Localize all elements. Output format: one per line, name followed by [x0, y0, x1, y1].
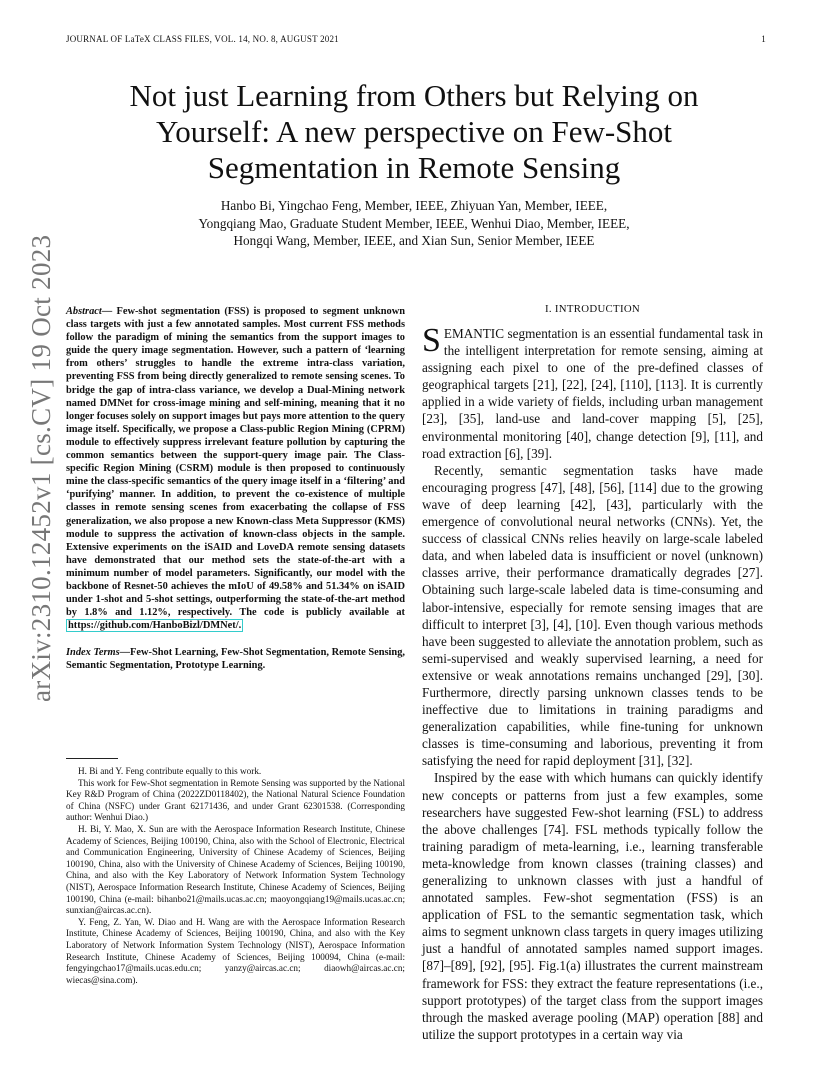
- title-line: Not just Learning from Others but Relying on: [129, 78, 699, 113]
- index-terms-text: Few-Shot Learning, Few-Shot Segmentation, Remote Sensing, Semantic Segmentation, Prototype Learning.: [66, 647, 405, 672]
- author-line: Hongqi Wang, Member, IEEE, and Xian Sun, Senior Member, IEEE: [233, 233, 595, 248]
- right-column: [422, 303, 763, 1043]
- author-list: [100, 197, 728, 250]
- code-link[interactable]: https://github.com/HanboBizl/DMNet/.: [68, 620, 242, 632]
- footnote-divider: [66, 758, 118, 759]
- section-body: [422, 322, 763, 1043]
- drop-cap: S: [422, 322, 441, 359]
- footnote: H. Bi and Y. Feng contribute equally to this work.: [78, 766, 262, 776]
- index-terms: Index Terms—Few-Shot Learning, Few-Shot Segmentation, Remote Sensing, Semantic Segmentation, Prototype Learning.: [66, 647, 405, 672]
- author-line: Yongqiang Mao, Graduate Student Member, IEEE, Wenhui Diao, Member, IEEE,: [198, 215, 630, 231]
- footnote: This work for Few-Shot segmentation in Remote Sensing was supported by the National Key R&D Program of China (2022ZD0118402), the National Natural Science Foundation of China (NSFC) under Grant 62171436, and under Grant 62301538. (Corresponding author: Wenhui Diao.): [66, 777, 405, 823]
- index-terms-label: Index Terms: [66, 647, 120, 659]
- paragraph: Inspired by the ease with which humans can quickly identify new concepts or patterns from just a few examples, some researchers have suggested Few-shot learning (FSL) to address the above challenges [74]. FSL methods typically follow the training paradigm of meta-learning, i.e., learning transferable meta-knowledge from known classes (training classes) and generalizing to unknown classes with just a handful of annotated samples. Few-shot segmentation (FSS) is an application of FSL to the semantic segmentation task, which aims to segment unknown class targets in query images utilizing just a handful of annotated samples named support images. [87]–[89], [92], [95]. Fig.1(a) illustrates the current mainstream framework for FSS: they extract the feature representations (i.e., support prototypes) of the target class from the support images through the masked average pooling (MAP) operation [88] and utilize the support prototypes in a certain way via: [422, 770, 763, 1042]
- page-number: 1: [761, 34, 766, 44]
- journal-name: JOURNAL OF LaTeX CLASS FILES, VOL. 14, NO. 8, AUGUST 2021: [66, 34, 339, 44]
- title-line: Segmentation in Remote Sensing: [207, 150, 621, 185]
- paragraph: [422, 322, 763, 462]
- abstract-label: Abstract: [66, 306, 102, 317]
- footnote: H. Bi, Y. Mao, X. Sun are with the Aerospace Information Research Institute, Chinese Academy of Sciences, Beijing 100190, China, also with the School of Electronic, Electrical and Communication Engineering, University of Chinese Academy of Sciences, Beijing 100190, China, also with the University of Chinese Academy of Sciences, Beijing 100190, China, and also with the Key Laboratory of Network Information System Technology (NIST), Aerospace Information Research Institute, Chinese Academy of Sciences, Beijing 100190, China (e-mail: bihanbo21@mails.ucas.ac.cn; maoyongqiang19@mails.ucas.ac.cn; sunxian@aircas.ac.cn).: [66, 823, 405, 916]
- abstract-text: Few-shot segmentation (FSS) is proposed to segment unknown class targets with just a few annotated samples. Most current FSS methods follow the paradigm of mining the semantics from the support images to guide the query image segmentation. However, such a pattern of ‘learning from others’ struggles to handle the extreme intra-class variation, preventing FSS from being directly generalized to remote sensing scenes. To bridge the gap of intra-class variance, we develop a Dual-Mining network named DMNet for cross-image mining and self-mining, meaning that it no longer focuses solely on support images but pays more attention to the query image itself. Specifically, we propose a Class-public Region Mining (CPRM) module to effectively suppress irrelevant feature pollution by capturing the common semantics between the support-query image pair. The Class-specific Region Mining (CSRM) module is then proposed to continuously mine the class-specific semantics of the query image itself in a ‘filtering’ and ‘purifying’ manner. In addition, to prevent the co-existence of multiple classes in remote sensing scenes from exacerbating the collapse of FSS generalization, we also propose a new Known-class Meta Suppressor (KMS) module to suppress the activation of known-class objects in the sample. Extensive experiments on the iSAID and LoveDA remote sensing datasets have demonstrated that our method sets the state-of-the-art with a minimum number of model parameters. Significantly, our model with the backbone of Resnet-50 achieves the mIoU of 49.58% and 51.34% on iSAID under 1-shot and 5-shot settings, outperforming the state-of-the-art method by 1.8% and 1.12%, respectively. The code is publicly available at: [66, 306, 405, 619]
- section-heading: I. INTRODUCTION: [544, 303, 641, 315]
- paper-title: [60, 78, 768, 186]
- title-line: Yourself: A new perspective on Few-Shot: [155, 114, 673, 149]
- paragraph: Recently, semantic segmentation tasks have made encouraging progress [47], [48], [56], [114] due to the growing wave of deep learning [42], [43], particularly with the emergence of convolutional neural networks (CNNs). Yet, the success of classical CNNs relies heavily on large-scale labeled data, and when labeled data is insufficient or novel (unknown) classes arrive, their performance dramatically degrades [27]. Obtaining such large-scale labeled data is time-consuming and labor-intensive, especially for remote sensing images that are difficult to interpret [3], [4], [10]. Even though various methods have been suggested to alleviate the annotation problem, such as semi-supervised and weakly supervised learning, a need for extensive or weak annotations remains unchanged [29], [30]. Furthermore, directly parsing unknown classes tends to be ineffective due to limitations in training paradigms and generalization capabilities, while fine-tuning for unknown classes is time-consuming and laborious, preventing it from satisfying the need for rapid deployment [31], [32].: [422, 462, 763, 769]
- left-column: [66, 305, 405, 673]
- footnote: Y. Feng, Z. Yan, W. Diao and H. Wang are with the Aerospace Information Research Institute, Chinese Academy of Sciences, Beijing 100190, China, and also with the Key Laboratory of Network Information System Technology (NIST), Aerospace Information Research Institute, Chinese Academy of Sciences, Beijing 100094, China (e-mail: fengyingchao17@mails.ucas.edu.cn; yanzy@aircas.ac.cn; diaowh@aircas.ac.cn; wiecas@sina.com).: [66, 916, 405, 985]
- paragraph-text: EMANTIC segmentation is an essential fundamental task in the intelligent interpretation for remote sensing, aiming at assigning each pixel to one of the pre-defined classes of geographical targets [21], [22], [24], [110], [113]. It is currently applied in a wide variety of fields, including urban management [23], [35], land-use and land-cover mapping [5], [25], environmental monitoring [40], change detection [9], [11], and road extraction [6], [39].: [422, 326, 763, 461]
- author-line: Hanbo Bi, Yingchao Feng, Member, IEEE, Zhiyuan Yan, Member, IEEE,: [220, 198, 608, 213]
- arxiv-stamp: arXiv:2310.12452v1 [cs.CV] 19 Oct 2023: [26, 234, 56, 702]
- running-header: [66, 34, 766, 44]
- abstract: Abstract— Few-shot segmentation (FSS) is proposed to segment unknown class targets with just a few annotated samples. Most current FSS methods follow the paradigm of mining the semantics from the support images to guide the query image segmentation. However, such a pattern of ‘learning from others’ struggles to handle the extreme intra-class variation, preventing FSS from being directly generalized to remote sensing scenes. To bridge the gap of intra-class variance, we develop a Dual-Mining network named DMNet for cross-image mining and self-mining, meaning that it no longer focuses solely on support images but pays more attention to the query image itself. Specifically, we propose a Class-public Region Mining (CPRM) module to effectively suppress irrelevant feature pollution by capturing the common semantics between the support-query image pair. The Class-specific Region Mining (CSRM) module is then proposed to continuously mine the class-specific semantics of the query image itself in a ‘filtering’ and ‘purifying’ manner. In addition, to prevent the co-existence of multiple classes in remote sensing scenes from exacerbating the collapse of FSS generalization, we also propose a new Known-class Meta Suppressor (KMS) module to suppress the activation of known-class objects in the sample. Extensive experiments on the iSAID and LoveDA remote sensing datasets have demonstrated that our method sets the state-of-the-art with a minimum number of model parameters. Significantly, our model with the backbone of Resnet-50 achieves the mIoU of 49.58% and 51.34% on iSAID under 1-shot and 5-shot settings, outperforming the state-of-the-art method by 1.8% and 1.12%, respectively. The code is publicly available at https://github.com/HanboBizl/DMNet/.: [66, 306, 405, 632]
- footnotes: [66, 766, 405, 986]
